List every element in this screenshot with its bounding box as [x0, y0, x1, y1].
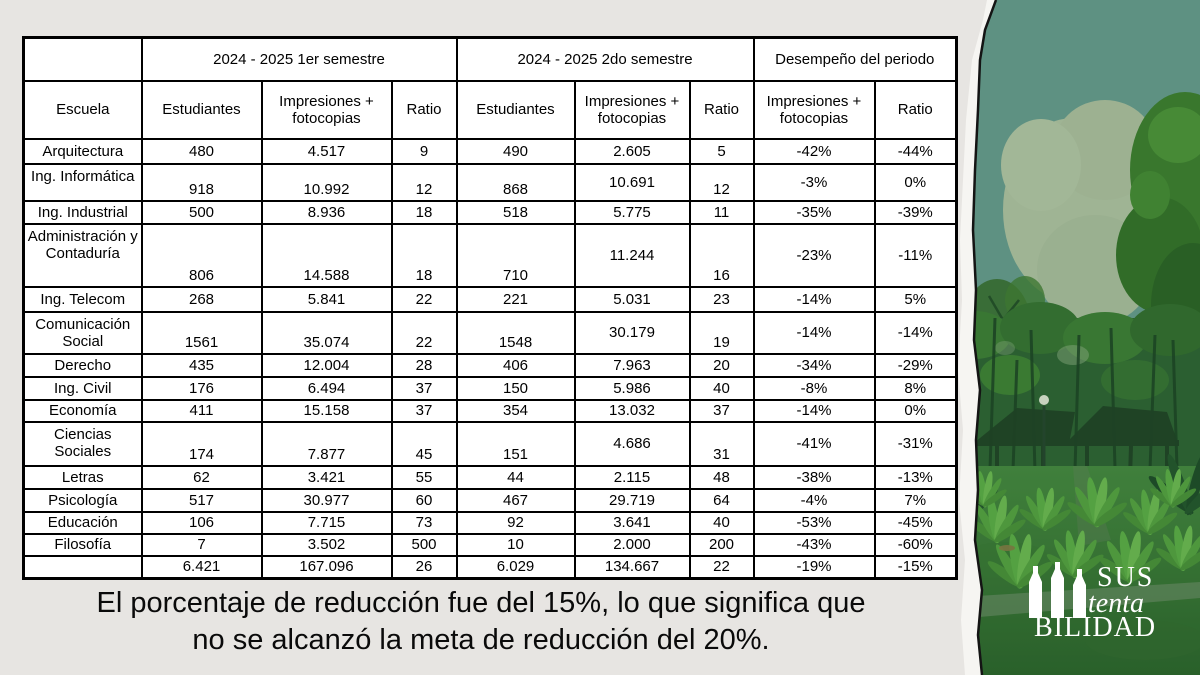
cell-s2-impressions: 134.667 — [575, 556, 690, 578]
cell-s2-students: 710 — [457, 224, 575, 287]
cell-s2-students: 518 — [457, 201, 575, 224]
table-row — [24, 201, 957, 224]
cell-s1-impressions: 6.494 — [262, 377, 392, 400]
cell-s1-students: 174 — [142, 422, 262, 466]
cell-s1-ratio: 73 — [392, 512, 457, 534]
cell-s2-ratio: 40 — [690, 512, 754, 534]
cell-period-impressions: -38% — [754, 466, 875, 489]
cell-period-impressions: -14% — [754, 400, 875, 422]
group-header-row — [24, 38, 957, 82]
cell-s2-students: 92 — [457, 512, 575, 534]
cell-s1-ratio: 55 — [392, 466, 457, 489]
cell-s1-ratio: 18 — [392, 201, 457, 224]
school-name: Letras — [24, 466, 142, 489]
cell-s1-students: 106 — [142, 512, 262, 534]
cell-s1-students: 1561 — [142, 312, 262, 354]
cell-period-impressions: -35% — [754, 201, 875, 224]
school-name — [24, 556, 142, 578]
cell-s1-impressions: 5.841 — [262, 287, 392, 312]
cell-period-ratio: 8% — [875, 377, 957, 400]
table-row — [24, 534, 957, 556]
group-header-sem2: 2024 - 2025 2do semestre — [457, 38, 754, 82]
cell-period-ratio: -60% — [875, 534, 957, 556]
school-name: Ciencias Sociales — [24, 422, 142, 466]
col-header-impressions-2: Impresiones + fotocopias — [575, 81, 690, 139]
cell-s1-students: 268 — [142, 287, 262, 312]
cell-s1-impressions: 35.074 — [262, 312, 392, 354]
cell-s1-ratio: 37 — [392, 377, 457, 400]
school-name: Comunicación Social — [24, 312, 142, 354]
group-header-sem1: 2024 - 2025 1er semestre — [142, 38, 457, 82]
cell-period-impressions: -14% — [754, 287, 875, 312]
cell-s2-ratio: 19 — [690, 312, 754, 354]
cell-period-impressions: -53% — [754, 512, 875, 534]
school-name: Psicología — [24, 489, 142, 512]
logo-word-bilidad: BILIDAD — [1034, 612, 1157, 643]
cell-period-impressions: -23% — [754, 224, 875, 287]
cell-period-ratio: 0% — [875, 164, 957, 201]
cell-period-ratio: -44% — [875, 139, 957, 164]
cell-period-ratio: 7% — [875, 489, 957, 512]
column-header-row — [24, 81, 957, 139]
table-row — [24, 489, 957, 512]
cell-s2-impressions: 2.000 — [575, 534, 690, 556]
cell-period-impressions: -8% — [754, 377, 875, 400]
cell-period-impressions: -4% — [754, 489, 875, 512]
school-name: Ing. Telecom — [24, 287, 142, 312]
cell-s1-ratio: 500 — [392, 534, 457, 556]
cell-s1-ratio: 22 — [392, 287, 457, 312]
caption-line-1: El porcentaje de reducción fue del 15%, lo que significa que — [96, 587, 866, 619]
cell-s1-impressions: 10.992 — [262, 164, 392, 201]
cell-s2-students: 406 — [457, 354, 575, 377]
cell-s2-ratio: 200 — [690, 534, 754, 556]
cell-s1-ratio: 22 — [392, 312, 457, 354]
cell-s1-impressions: 167.096 — [262, 556, 392, 578]
cell-s2-students: 868 — [457, 164, 575, 201]
cell-s2-impressions: 29.719 — [575, 489, 690, 512]
cell-s2-impressions: 30.179 — [575, 312, 690, 354]
cell-period-ratio: -15% — [875, 556, 957, 578]
cell-s1-students: 435 — [142, 354, 262, 377]
consumption-table — [22, 36, 958, 580]
school-name: Ing. Industrial — [24, 201, 142, 224]
cell-s2-impressions: 5.031 — [575, 287, 690, 312]
table-row — [24, 287, 957, 312]
cell-s1-students: 918 — [142, 164, 262, 201]
cell-s1-ratio: 28 — [392, 354, 457, 377]
cell-s2-impressions: 11.244 — [575, 224, 690, 287]
cell-s2-students: 6.029 — [457, 556, 575, 578]
table-row — [24, 354, 957, 377]
cell-s2-impressions: 4.686 — [575, 422, 690, 466]
col-header-students-1: Estudiantes — [142, 81, 262, 139]
school-name: Administración y Contaduría — [24, 224, 142, 287]
cell-s2-ratio: 5 — [690, 139, 754, 164]
cell-s1-ratio: 18 — [392, 224, 457, 287]
cell-s1-impressions: 8.936 — [262, 201, 392, 224]
cell-s1-impressions: 3.421 — [262, 466, 392, 489]
cell-period-ratio: 5% — [875, 287, 957, 312]
cell-s2-ratio: 20 — [690, 354, 754, 377]
logo-word-sus: SUS — [1097, 562, 1155, 593]
col-header-ratio-2: Ratio — [690, 81, 754, 139]
corner-cell — [24, 38, 142, 82]
cell-period-impressions: -34% — [754, 354, 875, 377]
table-row — [24, 224, 957, 287]
logo-word-tenta: tenta — [1088, 588, 1144, 619]
cell-s1-impressions: 12.004 — [262, 354, 392, 377]
school-name: Ing. Civil — [24, 377, 142, 400]
school-name: Ing. Informática — [24, 164, 142, 201]
cell-period-ratio: -13% — [875, 466, 957, 489]
cell-s1-students: 7 — [142, 534, 262, 556]
cell-period-ratio: -39% — [875, 201, 957, 224]
cell-s2-ratio: 22 — [690, 556, 754, 578]
cell-s1-students: 62 — [142, 466, 262, 489]
cell-s1-students: 6.421 — [142, 556, 262, 578]
cell-s1-ratio: 26 — [392, 556, 457, 578]
cell-s2-students: 44 — [457, 466, 575, 489]
cell-s2-students: 150 — [457, 377, 575, 400]
cell-period-impressions: -19% — [754, 556, 875, 578]
cell-s2-students: 490 — [457, 139, 575, 164]
cell-s1-impressions: 15.158 — [262, 400, 392, 422]
cell-s2-students: 10 — [457, 534, 575, 556]
school-name: Filosofía — [24, 534, 142, 556]
group-header-period: Desempeño del periodo — [754, 38, 957, 82]
cell-s1-ratio: 37 — [392, 400, 457, 422]
cell-s1-students: 517 — [142, 489, 262, 512]
cell-s2-ratio: 40 — [690, 377, 754, 400]
cell-s1-students: 176 — [142, 377, 262, 400]
cell-s2-impressions: 5.775 — [575, 201, 690, 224]
school-name: Arquitectura — [24, 139, 142, 164]
cell-s2-students: 354 — [457, 400, 575, 422]
cell-s2-ratio: 11 — [690, 201, 754, 224]
table-row — [24, 466, 957, 489]
conclusion-caption — [25, 585, 937, 659]
cell-period-ratio: -14% — [875, 312, 957, 354]
cell-s1-students: 806 — [142, 224, 262, 287]
cell-period-ratio: -11% — [875, 224, 957, 287]
cell-period-ratio: 0% — [875, 400, 957, 422]
cell-s1-students: 480 — [142, 139, 262, 164]
col-header-ratio-period: Ratio — [875, 81, 957, 139]
table-row — [24, 312, 957, 354]
cell-period-ratio: -29% — [875, 354, 957, 377]
cell-s1-students: 500 — [142, 201, 262, 224]
cell-s1-ratio: 9 — [392, 139, 457, 164]
cell-s2-ratio: 16 — [690, 224, 754, 287]
cell-s1-impressions: 7.877 — [262, 422, 392, 466]
cell-s1-ratio: 45 — [392, 422, 457, 466]
cell-s1-impressions: 7.715 — [262, 512, 392, 534]
table-row — [24, 512, 957, 534]
col-header-impressions-1: Impresiones + fotocopias — [262, 81, 392, 139]
cell-s1-impressions: 14.588 — [262, 224, 392, 287]
cell-s2-ratio: 48 — [690, 466, 754, 489]
cell-period-impressions: -43% — [754, 534, 875, 556]
cell-s2-impressions: 5.986 — [575, 377, 690, 400]
sustentabilidad-logo — [1020, 552, 1198, 652]
cell-s2-students: 467 — [457, 489, 575, 512]
cell-s2-impressions: 10.691 — [575, 164, 690, 201]
cell-period-impressions: -41% — [754, 422, 875, 466]
cell-period-impressions: -14% — [754, 312, 875, 354]
cell-s2-students: 1548 — [457, 312, 575, 354]
cell-s1-impressions: 3.502 — [262, 534, 392, 556]
school-name: Economía — [24, 400, 142, 422]
cell-s2-students: 151 — [457, 422, 575, 466]
cell-s1-impressions: 30.977 — [262, 489, 392, 512]
cell-s2-students: 221 — [457, 287, 575, 312]
table-row — [24, 400, 957, 422]
cell-s2-impressions: 7.963 — [575, 354, 690, 377]
cell-s1-impressions: 4.517 — [262, 139, 392, 164]
cell-s2-impressions: 2.605 — [575, 139, 690, 164]
cell-s2-ratio: 31 — [690, 422, 754, 466]
col-header-students-2: Estudiantes — [457, 81, 575, 139]
cell-period-ratio: -31% — [875, 422, 957, 466]
cell-s2-ratio: 12 — [690, 164, 754, 201]
cell-s2-ratio: 23 — [690, 287, 754, 312]
cell-s1-ratio: 12 — [392, 164, 457, 201]
table-row — [24, 139, 957, 164]
table-row — [24, 164, 957, 201]
cell-period-ratio: -45% — [875, 512, 957, 534]
school-name: Derecho — [24, 354, 142, 377]
col-header-impressions-period: Impresiones + fotocopias — [754, 81, 875, 139]
cell-period-impressions: -3% — [754, 164, 875, 201]
col-header-ratio-1: Ratio — [392, 81, 457, 139]
cell-s2-impressions: 2.115 — [575, 466, 690, 489]
cell-s1-students: 411 — [142, 400, 262, 422]
caption-line-2: no se alcanzó la meta de reducción del 20%. — [192, 624, 770, 656]
cell-s2-impressions: 13.032 — [575, 400, 690, 422]
col-header-school: Escuela — [24, 81, 142, 139]
totals-row — [24, 556, 957, 578]
cell-s2-ratio: 37 — [690, 400, 754, 422]
cell-s2-ratio: 64 — [690, 489, 754, 512]
cell-period-impressions: -42% — [754, 139, 875, 164]
table-row — [24, 377, 957, 400]
table-row — [24, 422, 957, 466]
cell-s1-ratio: 60 — [392, 489, 457, 512]
cell-s2-impressions: 3.641 — [575, 512, 690, 534]
towers-icon — [1028, 560, 1090, 618]
school-name: Educación — [24, 512, 142, 534]
